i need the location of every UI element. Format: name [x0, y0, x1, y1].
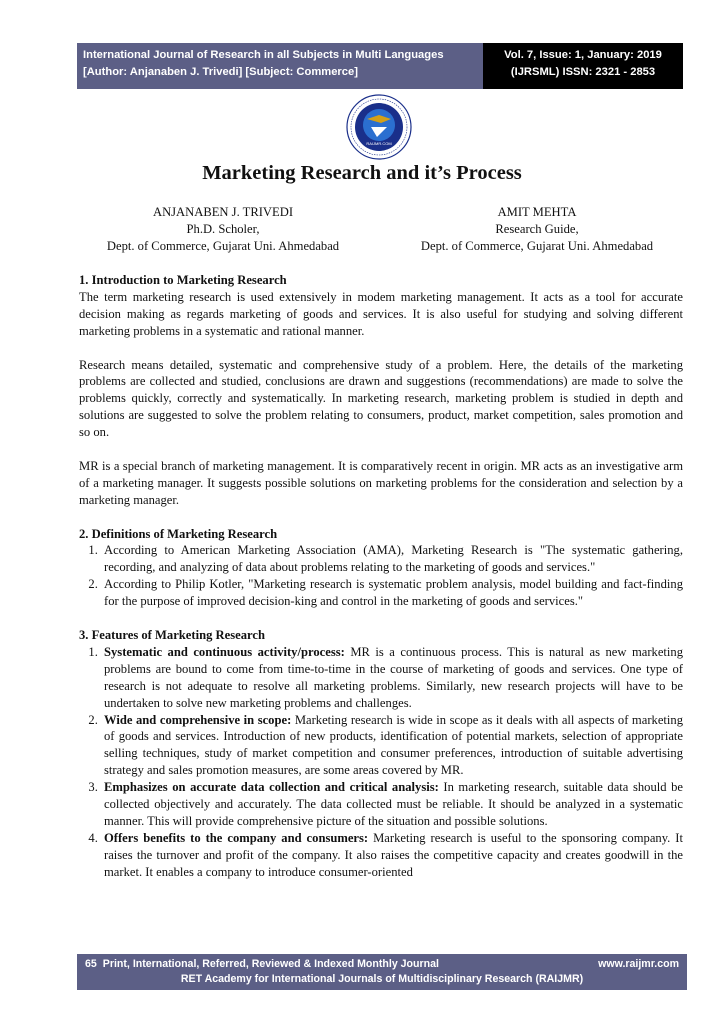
volume-issue: Vol. 7, Issue: 1, January: 2019	[504, 49, 662, 61]
paper-title: Marketing Research and it’s Process	[202, 162, 522, 184]
author-dept: Dept. of Commerce, Gujarat Uni. Ahmedabad	[420, 239, 654, 253]
author-dept: Dept. of Commerce, Gujarat Uni. Ahmedabad	[106, 239, 340, 253]
paragraph: MR is a special branch of marketing management. It is comparatively recent in origin. MR acts as an investigative arm of a marketing manager. It suggests possible solutions on marketing problems for the consideration and selection by a marketing manager.	[79, 458, 683, 507]
author-role: Research Guide,	[495, 222, 579, 236]
section-introduction	[79, 272, 683, 509]
feature-title: Systematic and continuous activity/process:	[104, 644, 345, 659]
feature-text: In marketing research, suitable data should be collected objectively and accurately. The data collected must be reliable. It should be analyzed in a systematic manner. This will provide comprehensive picture of the situation and possible solutions.	[104, 780, 683, 828]
list-item	[101, 712, 683, 780]
feature-title: Emphasizes on accurate data collection and critical analysis:	[104, 780, 439, 795]
journal-name: International Journal of Research in all Subjects in Multi Languages	[83, 49, 444, 61]
list-item: 1. According to American Marketing Association (AMA), Marketing Research is "The systematic gathering, recording, and analyzing of data about problems relating to the marketing of goods and services."	[101, 542, 683, 576]
footer-publisher: RET Academy for International Journals of Multidisciplinary Research (RAIJMR)	[180, 973, 584, 985]
author-role: Ph.D. Scholer,	[186, 222, 260, 236]
section-heading: 3. Features of Marketing Research	[79, 627, 265, 642]
author-block-1	[78, 204, 368, 255]
list-item	[101, 644, 683, 712]
paragraph: The term marketing research is used extensively in modem marketing management. It acts as a tool for accurate decision making as regards marketing of goods and services. It is also useful for studying and solving different marketing problems in a systematic and rational manner.	[79, 289, 683, 338]
paragraph: Research means detailed, systematic and comprehensive study of a problem. Here, the details of the marketing problems are collected and studied, conclusions are drawn and suggestions (recommendations) are made to solve the problems quickly, correctly and systematically. In marketing research, marketing problem is studied in depth and solutions are suggested to solve the problem relating to consumers, product, market competition, sales promotion and so on.	[79, 357, 683, 440]
section-features	[79, 627, 683, 881]
journal-header	[77, 43, 683, 89]
feature-text: MR is a continuous process. This is natural as new marketing problems are bound to come from time-to-time in the course of marketing of goods and services. One type of research is not adequate to resolve all marketing problems. Similarly, new research projects will have to be undertaken to solve new marketing problems and challenges.	[104, 644, 683, 710]
paper-body	[79, 272, 683, 881]
feature-text: Marketing research is useful to the sponsoring company. It raises the turnover and profit of the company. It also raises the competitive capacity and creates goodwill in the market. It enables a company to introduce consumer-oriented	[104, 830, 683, 879]
list-item	[101, 779, 683, 830]
section-heading: 2. Definitions of Marketing Research	[79, 526, 278, 541]
header-left-band	[77, 43, 483, 89]
features-list	[79, 644, 683, 881]
definitions-list	[79, 542, 683, 610]
author-name: AMIT MEHTA	[497, 205, 577, 219]
author-name: ANJANABEN J. TRIVEDI	[152, 205, 294, 219]
journal-footer	[77, 954, 687, 990]
footer-website[interactable]: www.raijmr.com	[598, 958, 679, 970]
section-heading: 1. Introduction to Marketing Research	[79, 273, 287, 287]
header-right-band	[483, 43, 683, 89]
raijmr-logo	[337, 93, 421, 161]
page-number: 65	[85, 958, 97, 970]
feature-text: Marketing research is wide in scope as it deals with all aspects of marketing of goods and services. Introduction of new products, identification of potential markets, selection of appropriate selling techniques, study of market competition and consumer preferences, introduction of suitable advertising strategy and sales promotion measures, are some areas covered by MR.	[104, 712, 683, 778]
list-item	[101, 830, 683, 881]
section-definitions	[79, 526, 683, 611]
feature-title: Offers benefits to the company and consumers:	[104, 830, 369, 845]
list-item: 2. According to Philip Kotler, "Marketing research is systematic problem analysis, model building and fact-finding for the purpose of improved decision-king and control in the marketing of goods and services."	[101, 576, 683, 610]
author-block-2	[392, 204, 682, 255]
issn: (IJRSML) ISSN: 2321 - 2853	[510, 66, 656, 78]
logo-center-text: RAIJMR.COM	[366, 141, 392, 146]
feature-title: Wide and comprehensive in scope:	[104, 712, 292, 727]
footer-description: Print, International, Referred, Reviewed & Indexed Monthly Journal	[102, 958, 439, 970]
author-subject-line: [Author: Anjanaben J. Trivedi] [Subject: Commerce]	[83, 66, 358, 78]
